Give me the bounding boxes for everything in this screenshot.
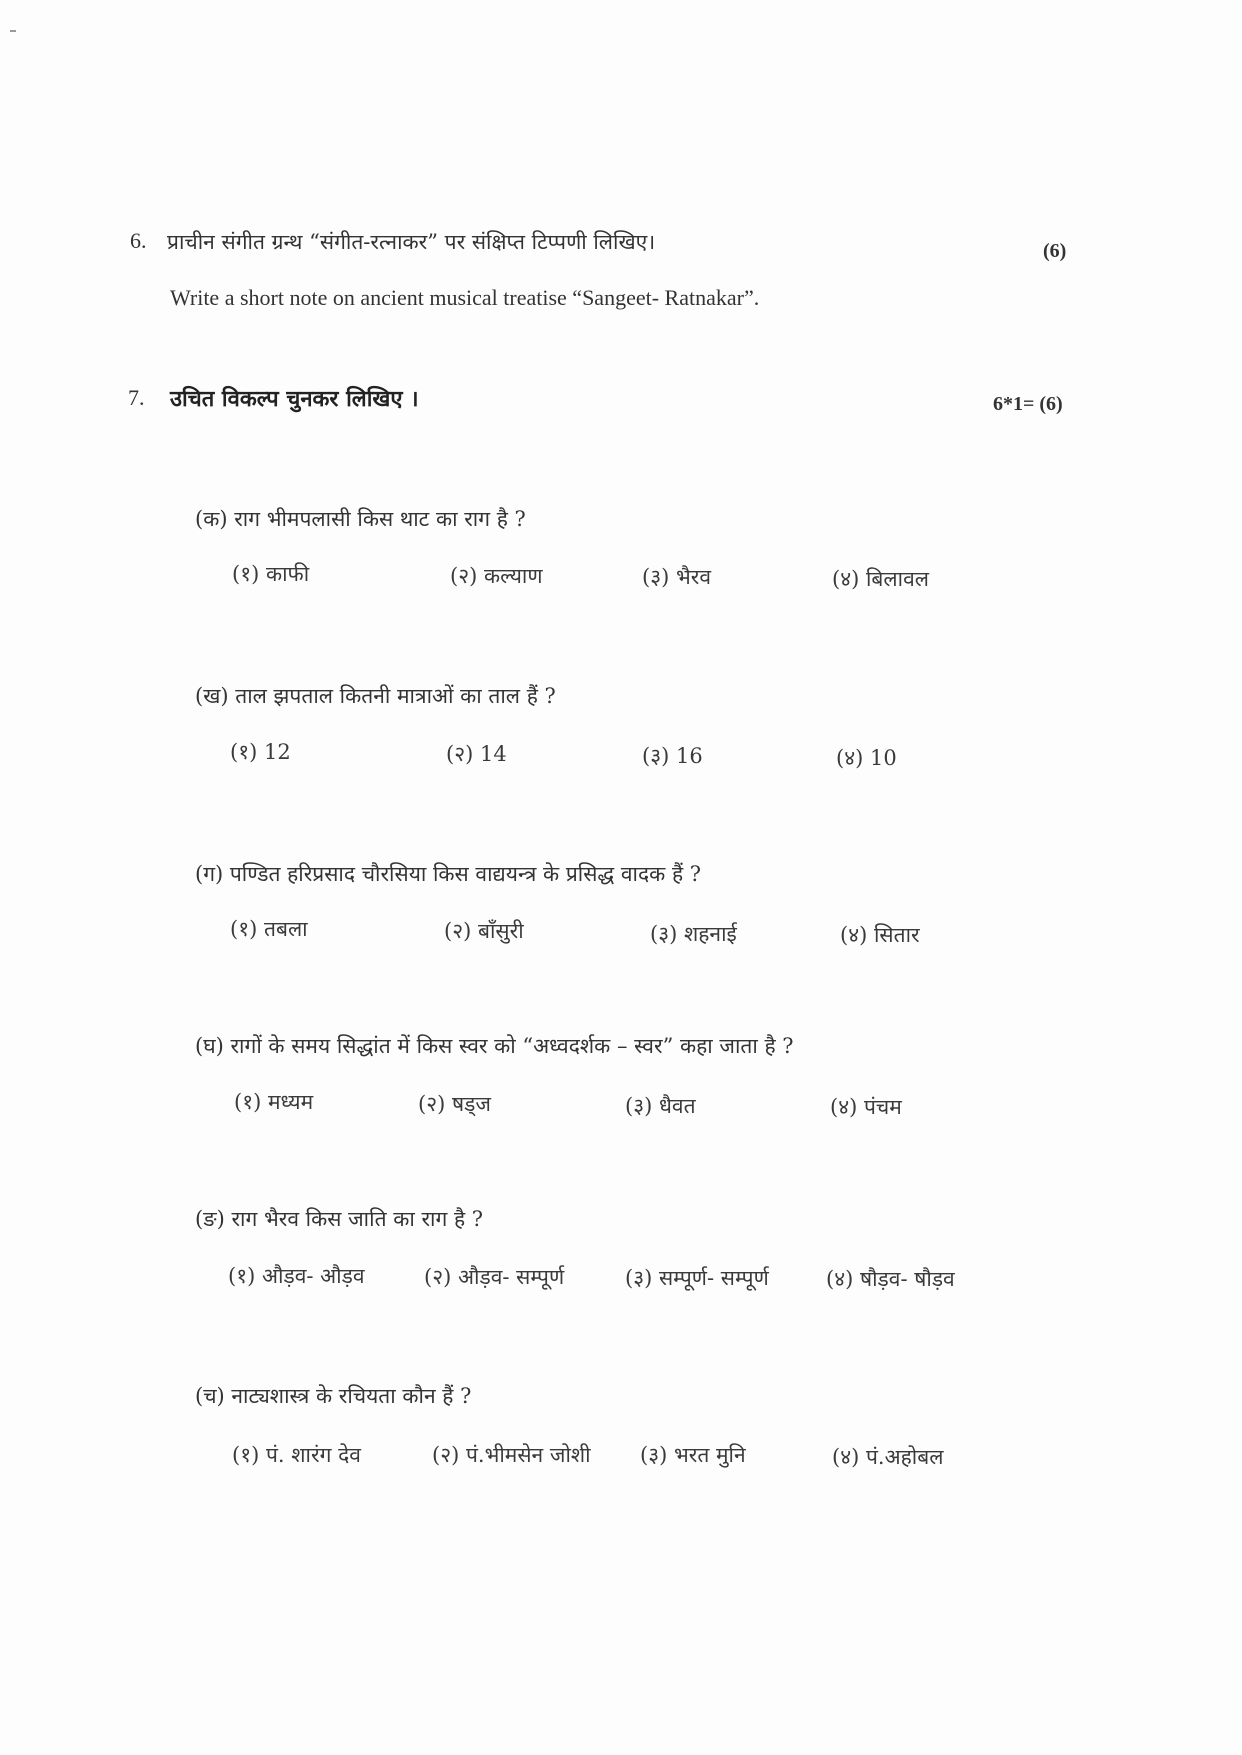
option-kha-2: (२) 14: [446, 742, 507, 766]
option-cha-1: (१) पं. शारंग देव: [232, 1443, 361, 1467]
option-gha-1: (१) मध्यम: [234, 1090, 314, 1114]
question-7-number: 7.: [128, 385, 145, 410]
sub-question-gha: (घ) रागों के समय सिद्धांत में किस स्वर को “अध्वदर्शक – स्वर” कहा जाता है ?: [195, 1034, 794, 1058]
option-nga-3: (३) सम्पूर्ण- सम्पूर्ण: [625, 1266, 769, 1290]
option-gha-4: (४) पंचम: [830, 1095, 902, 1119]
option-ga-1: (१) तबला: [230, 917, 308, 941]
option-nga-1: (१) औड़व- औड़व: [228, 1264, 365, 1288]
question-6-hindi: प्राचीन संगीत ग्रन्थ “संगीत-रत्नाकर” पर संक्षिप्त टिप्पणी लिखिए।: [167, 230, 656, 254]
question-6-marks: (6): [1043, 240, 1067, 262]
option-gha-3: (३) धैवत: [625, 1094, 696, 1118]
question-6-english: Write a short note on ancient musical treatise “Sangeet- Ratnakar”.: [170, 285, 760, 310]
option-cha-2: (२) पं.भीमसेन जोशी: [432, 1443, 591, 1467]
question-7-hindi: उचित विकल्प चुनकर लिखिए ।: [170, 386, 419, 412]
option-ga-2: (२) बाँसुरी: [444, 919, 524, 943]
option-ka-2: (२) कल्याण: [450, 564, 543, 588]
sub-question-cha: (च) नाट्यशास्त्र के रचियता कौन हैं ?: [195, 1384, 472, 1408]
option-ka-3: (३) भैरव: [642, 565, 712, 589]
sub-question-ga: (ग) पण्डित हरिप्रसाद चौरसिया किस वाद्ययन्त्र के प्रसिद्ध वादक हैं ?: [195, 862, 702, 886]
option-kha-1: (१) 12: [230, 740, 291, 764]
option-cha-4: (४) पं.अहोबल: [832, 1445, 944, 1469]
option-kha-4: (४) 10: [836, 746, 897, 770]
sub-question-ka: (क) राग भीमपलासी किस थाट का राग है ?: [195, 507, 526, 531]
scan-mark: [10, 30, 16, 32]
option-cha-3: (३) भरत मुनि: [640, 1443, 746, 1467]
option-nga-2: (२) औड़व- सम्पूर्ण: [424, 1265, 565, 1289]
option-kha-3: (३) 16: [642, 744, 703, 768]
question-7-marks: 6*1= (6): [993, 393, 1063, 415]
question-6-number: 6.: [130, 228, 147, 253]
option-ka-1: (१) काफी: [232, 562, 310, 586]
option-ka-4: (४) बिलावल: [832, 567, 930, 591]
sub-question-nga: (ङ) राग भैरव किस जाति का राग है ?: [195, 1207, 484, 1231]
option-nga-4: (४) षौड़व- षौड़व: [826, 1267, 955, 1291]
sub-question-kha: (ख) ताल झपताल कितनी मात्राओं का ताल हैं ?: [195, 684, 556, 708]
option-ga-4: (४) सितार: [840, 923, 920, 947]
option-ga-3: (३) शहनाई: [650, 922, 737, 946]
option-gha-2: (२) षड्ज: [418, 1092, 491, 1116]
